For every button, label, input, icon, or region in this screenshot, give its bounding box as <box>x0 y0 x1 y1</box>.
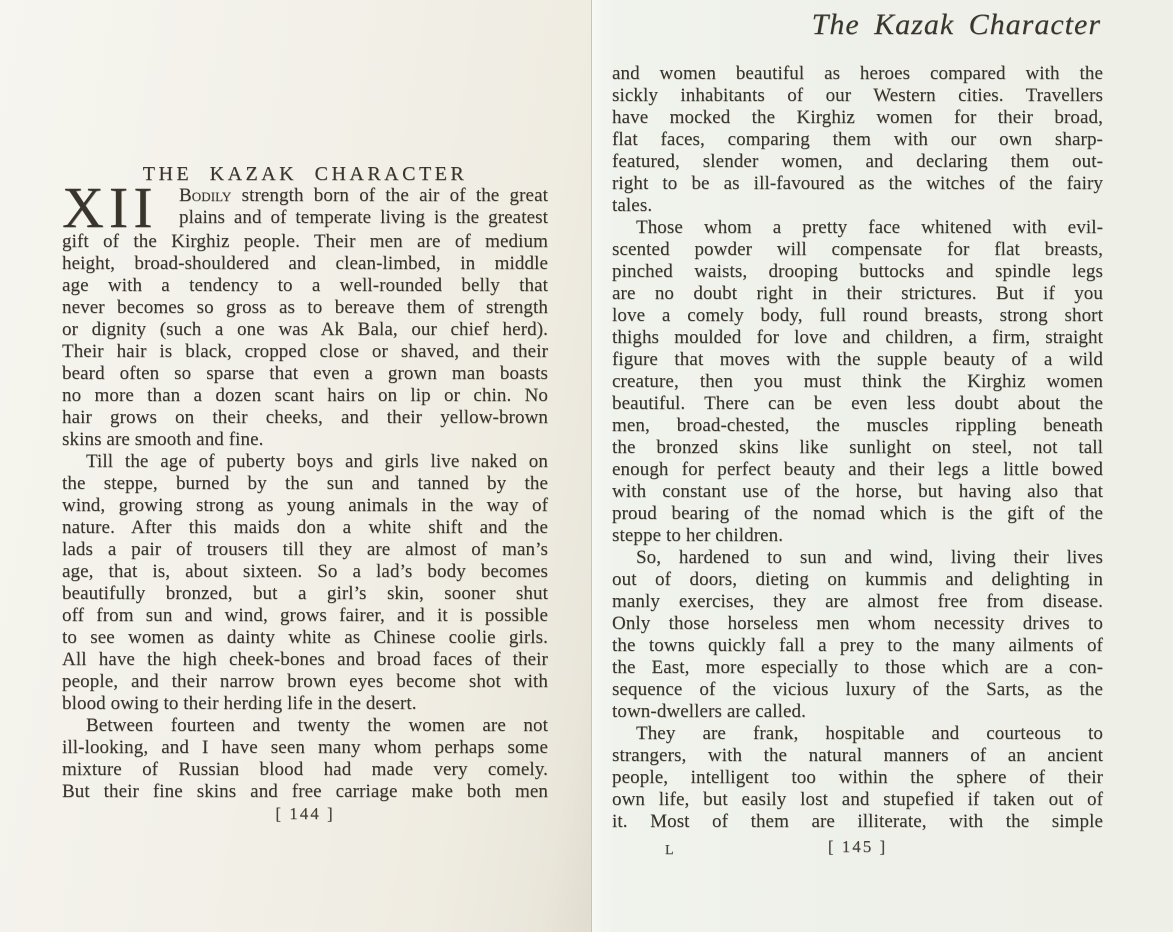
body-line: Till the age of puberty boys and girls live naked on <box>86 451 548 472</box>
body-line: pinched waists, drooping buttocks and spindle legs <box>612 261 1103 282</box>
body-line: with constant use of the horse, but having also that <box>612 481 1103 502</box>
body-line: love a comely body, full round breasts, strong short <box>612 305 1103 326</box>
body-line: out of doors, dieting on kummis and delighting in <box>612 569 1103 590</box>
chapter-heading: THE KAZAK CHARACTER <box>142 163 468 185</box>
body-line: lads a pair of trousers till they are almost of man’s <box>62 539 548 560</box>
body-line <box>179 185 548 207</box>
paragraph <box>62 715 548 803</box>
body-line: skins are smooth and fine. <box>62 429 264 450</box>
body-line: sickly inhabitants of our Western cities. Travellers <box>612 85 1103 106</box>
body-line: people, and their narrow brown eyes become shot with <box>62 671 548 692</box>
body-line: the bronzed skins like sunlight on steel, not tall <box>612 437 1103 458</box>
opening-paragraph <box>62 175 548 451</box>
paragraph <box>612 723 1103 833</box>
body-line: thighs moulded for love and children, a firm, straight <box>612 327 1103 348</box>
body-line: But their fine skins and free carriage make both men <box>62 781 548 802</box>
paragraph <box>612 547 1103 723</box>
paragraph <box>62 451 548 715</box>
chapter-numeral: XII <box>62 175 158 240</box>
body-line: gift of the Kirghiz people. Their men are of medium <box>62 231 548 252</box>
dropcap-lines <box>179 185 548 231</box>
signature-mark: L <box>665 843 674 858</box>
body-line: mixture of Russian blood had made very comely. <box>62 759 548 780</box>
dropcap-row <box>62 175 548 240</box>
right-text-column <box>612 0 1103 858</box>
paragraph <box>612 217 1103 547</box>
body-line: Their hair is black, cropped close or shaved, and their <box>62 341 548 362</box>
body-line: hair grows on their cheeks, and their yellow-brown <box>62 407 548 428</box>
body-line: nature. After this maids don a white shift and the <box>62 517 548 538</box>
left-folio: [ 144 ] <box>275 804 335 823</box>
body-line: the East, more especially to those which are a con- <box>612 657 1103 678</box>
body-line: it. Most of them are illiterate, with the simple <box>612 811 1103 832</box>
paragraph <box>612 63 1103 217</box>
body-line: enough for perfect beauty and their legs a little bowed <box>612 459 1103 480</box>
body-line: They are frank, hospitable and courteous to <box>636 723 1103 744</box>
running-head: The Kazak Character <box>811 8 1101 41</box>
body-line: beautifully bronzed, but a girl’s skin, sooner shut <box>62 583 548 604</box>
body-line: proud bearing of the nomad which is the gift of the <box>612 503 1103 524</box>
body-line: Those whom a pretty face whitened with evil- <box>636 217 1103 238</box>
body-line: people, intelligent too within the sphere of their <box>612 767 1103 788</box>
body-line: sequence of the vicious luxury of the Sarts, as the <box>612 679 1103 700</box>
body-line: strangers, with the natural manners of an ancient <box>612 745 1103 766</box>
body-line: flat faces, comparing them with our own sharp- <box>612 129 1103 150</box>
body-line: off from sun and wind, grows fairer, and it is possible <box>62 605 548 626</box>
body-line: town-dwellers are called. <box>612 701 806 722</box>
body-line: blood owing to their herding life in the desert. <box>62 693 417 714</box>
body-line: the towns quickly fall a prey to the many ailments of <box>612 635 1103 656</box>
body-line: Only those horseless men whom necessity drives to <box>612 613 1103 634</box>
paragraph-lines <box>62 231 548 451</box>
right-page <box>591 0 1173 932</box>
opening-word: Bodily <box>179 185 232 206</box>
body-line: to see women as dainty white as Chinese coolie girls. <box>62 627 548 648</box>
right-folio-row <box>612 836 1103 858</box>
body-line: or dignity (such a one was Ak Bala, our chief herd). <box>62 319 548 340</box>
body-line: plains and of temperate living is the greatest <box>179 207 548 228</box>
body-line: All have the high cheek-bones and broad faces of their <box>62 649 548 670</box>
body-line: scented powder will compensate for flat breasts, <box>612 239 1103 260</box>
body-line: are no doubt right in their strictures. But if you <box>612 283 1103 304</box>
body-line: beautiful. There can be even less doubt about the <box>612 393 1103 414</box>
body-line: no more than a dozen scant hairs on lip or chin. No <box>62 385 548 406</box>
body-line-text: strength born of the air of the great <box>231 185 548 206</box>
body-line: the steppe, burned by the sun and tanned by the <box>62 473 548 494</box>
body-line: beard often so sparse that even a grown man boasts <box>62 363 548 384</box>
body-line: tales. <box>612 195 653 216</box>
body-line: age with a tendency to a well-rounded belly that <box>62 275 548 296</box>
body-line: ill-looking, and I have seen many whom perhaps some <box>62 737 548 758</box>
body-line: creature, then you must think the Kirghiz women <box>612 371 1103 392</box>
body-line: own life, but easily lost and stupefied if taken out of <box>612 789 1103 810</box>
left-text-column <box>62 0 548 825</box>
body-line: have mocked the Kirghiz women for their broad, <box>612 107 1103 128</box>
body-line: Between fourteen and twenty the women are not <box>86 715 548 736</box>
body-line: So, hardened to sun and wind, living their lives <box>636 547 1103 568</box>
right-folio: [ 145 ] <box>827 837 888 856</box>
body-line: age, that is, about sixteen. So a lad’s body becomes <box>62 561 548 582</box>
body-line: wind, growing strong as young animals in the way of <box>62 495 548 516</box>
body-line: height, broad-shouldered and clean-limbed, in middle <box>62 253 548 274</box>
body-line: never becomes so gross as to bereave them of strength <box>62 297 548 318</box>
body-line: steppe to her children. <box>612 525 784 546</box>
body-line: figure that moves with the supple beauty of a wild <box>612 349 1103 370</box>
body-line: right to be as ill-favoured as the witches of the fairy <box>612 173 1103 194</box>
body-line: men, broad-chested, the muscles rippling beneath <box>612 415 1103 436</box>
body-line: manly exercises, they are almost free from disease. <box>612 591 1103 612</box>
body-line: and women beautiful as heroes compared with the <box>612 63 1103 84</box>
body-line: featured, slender women, and declaring them out- <box>612 151 1103 172</box>
